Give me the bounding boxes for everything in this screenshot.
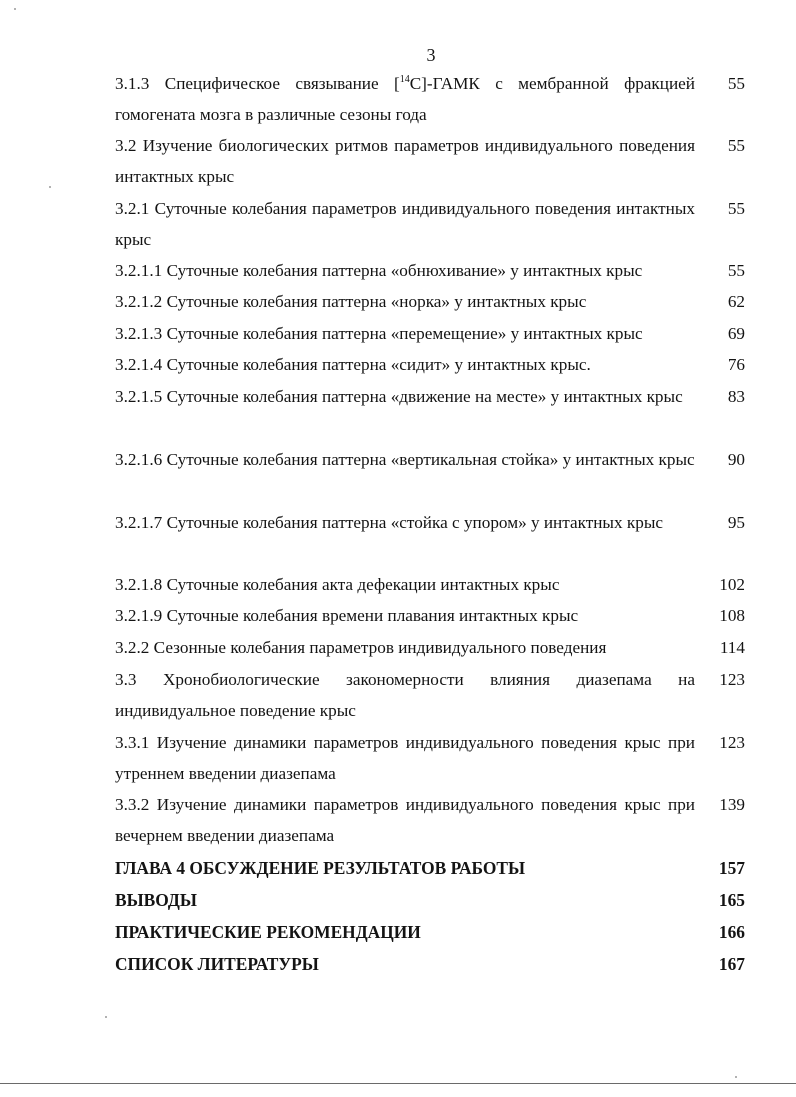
toc-entry-page: 55: [727, 261, 745, 280]
toc-entry-page: 167: [718, 954, 745, 974]
toc-entry-text: 3.3.1 Изучение динамики параметров индивидуального поведения крыс при утреннем введении диазепама: [115, 733, 695, 783]
toc-entry-text: 3.2.1.7 Суточные колебания паттерна «стойка с упором» у интактных крыс: [115, 513, 663, 532]
toc-entry-text: 3.2.1.4 Суточные колебания паттерна «сидит» у интактных крыс.: [115, 355, 591, 374]
toc-entry-page: 69: [727, 324, 745, 343]
toc-entry-text: 3.2.1.9 Суточные колебания времени плавания интактных крыс: [115, 606, 579, 625]
isotope-superscript: 14: [399, 74, 410, 85]
toc-entry-text: [115, 68, 695, 130]
toc-entry-page: 55: [727, 199, 745, 218]
toc-entry-text: 3.2.2 Сезонные колебания параметров индивидуального поведения: [115, 638, 607, 657]
toc-entry-page: 123: [719, 733, 745, 752]
scan-speck: [49, 186, 51, 188]
toc-entry-text: СПИСОК ЛИТЕРАТУРЫ: [115, 954, 319, 974]
toc-entry-text: 3.2.1.8 Суточные колебания акта дефекации интактных крыс: [115, 575, 560, 594]
page-bottom-edge: [0, 1083, 796, 1084]
toc-entry-page: 108: [719, 606, 745, 625]
page-number: 3: [426, 45, 436, 65]
toc-entry-text: 3.3.2 Изучение динамики параметров индивидуального поведения крыс при вечернем введении диазепама: [115, 795, 695, 845]
toc-entry-page: 83: [727, 387, 745, 406]
scan-speck: [105, 1016, 107, 1018]
toc-entry-text: 3.2.1.2 Суточные колебания паттерна «норка» у интактных крыс: [115, 292, 587, 311]
toc-entry-text: ВЫВОДЫ: [115, 890, 197, 910]
toc-entry-text: 3.2.1 Суточные колебания параметров индивидуального поведения интактных крыс: [115, 199, 695, 249]
toc-entry-text: 3.2.1.1 Суточные колебания паттерна «обнюхивание» у интактных крыс: [115, 261, 643, 280]
toc-entry-page: 102: [719, 575, 745, 594]
toc-entry-page: 114: [719, 638, 745, 657]
toc-entry-page: 90: [727, 450, 745, 469]
toc-entry-text: ГЛАВА 4 ОБСУЖДЕНИЕ РЕЗУЛЬТАТОВ РАБОТЫ: [115, 858, 526, 878]
toc-entry-text: 3.2.1.5 Суточные колебания паттерна «движение на месте» у интактных крыс: [115, 387, 683, 406]
toc-entry-page: 76: [727, 355, 745, 374]
toc-entry-page: 123: [719, 670, 745, 689]
toc-entry-page: 165: [718, 890, 745, 910]
toc-entry-page: 55: [727, 74, 745, 93]
toc-entry-page: 166: [718, 922, 745, 942]
toc-entry-text-part: C]-ГАМК с мембранной фракцией гомогената мозга в различные сезоны года: [115, 74, 695, 124]
toc-entry-text: 3.2.1.6 Суточные колебания паттерна «вертикальная стойка» у интактных крыс: [115, 450, 695, 469]
toc-entry-page: 62: [727, 292, 745, 311]
toc-entry-text: ПРАКТИЧЕСКИЕ РЕКОМЕНДАЦИИ: [115, 922, 421, 942]
scan-speck: [735, 1076, 737, 1078]
toc-entry-text: 3.2.1.3 Суточные колебания паттерна «перемещение» у интактных крыс: [115, 324, 643, 343]
toc-entry-text: 3.2 Изучение биологических ритмов параметров индивидуального поведения интактных крыс: [115, 136, 695, 186]
scan-speck: [14, 8, 16, 10]
toc-entry-page: 139: [719, 795, 745, 814]
toc-entry-page: 157: [718, 858, 745, 878]
toc-entry-text: 3.3 Хронобиологические закономерности влияния диазепама на индивидуальное поведение крыс: [115, 670, 695, 720]
toc-entry-page: 55: [727, 136, 745, 155]
toc-entry-page: 95: [727, 513, 745, 532]
toc-entry-text-part: 3.1.3 Специфическое связывание [: [115, 74, 400, 93]
